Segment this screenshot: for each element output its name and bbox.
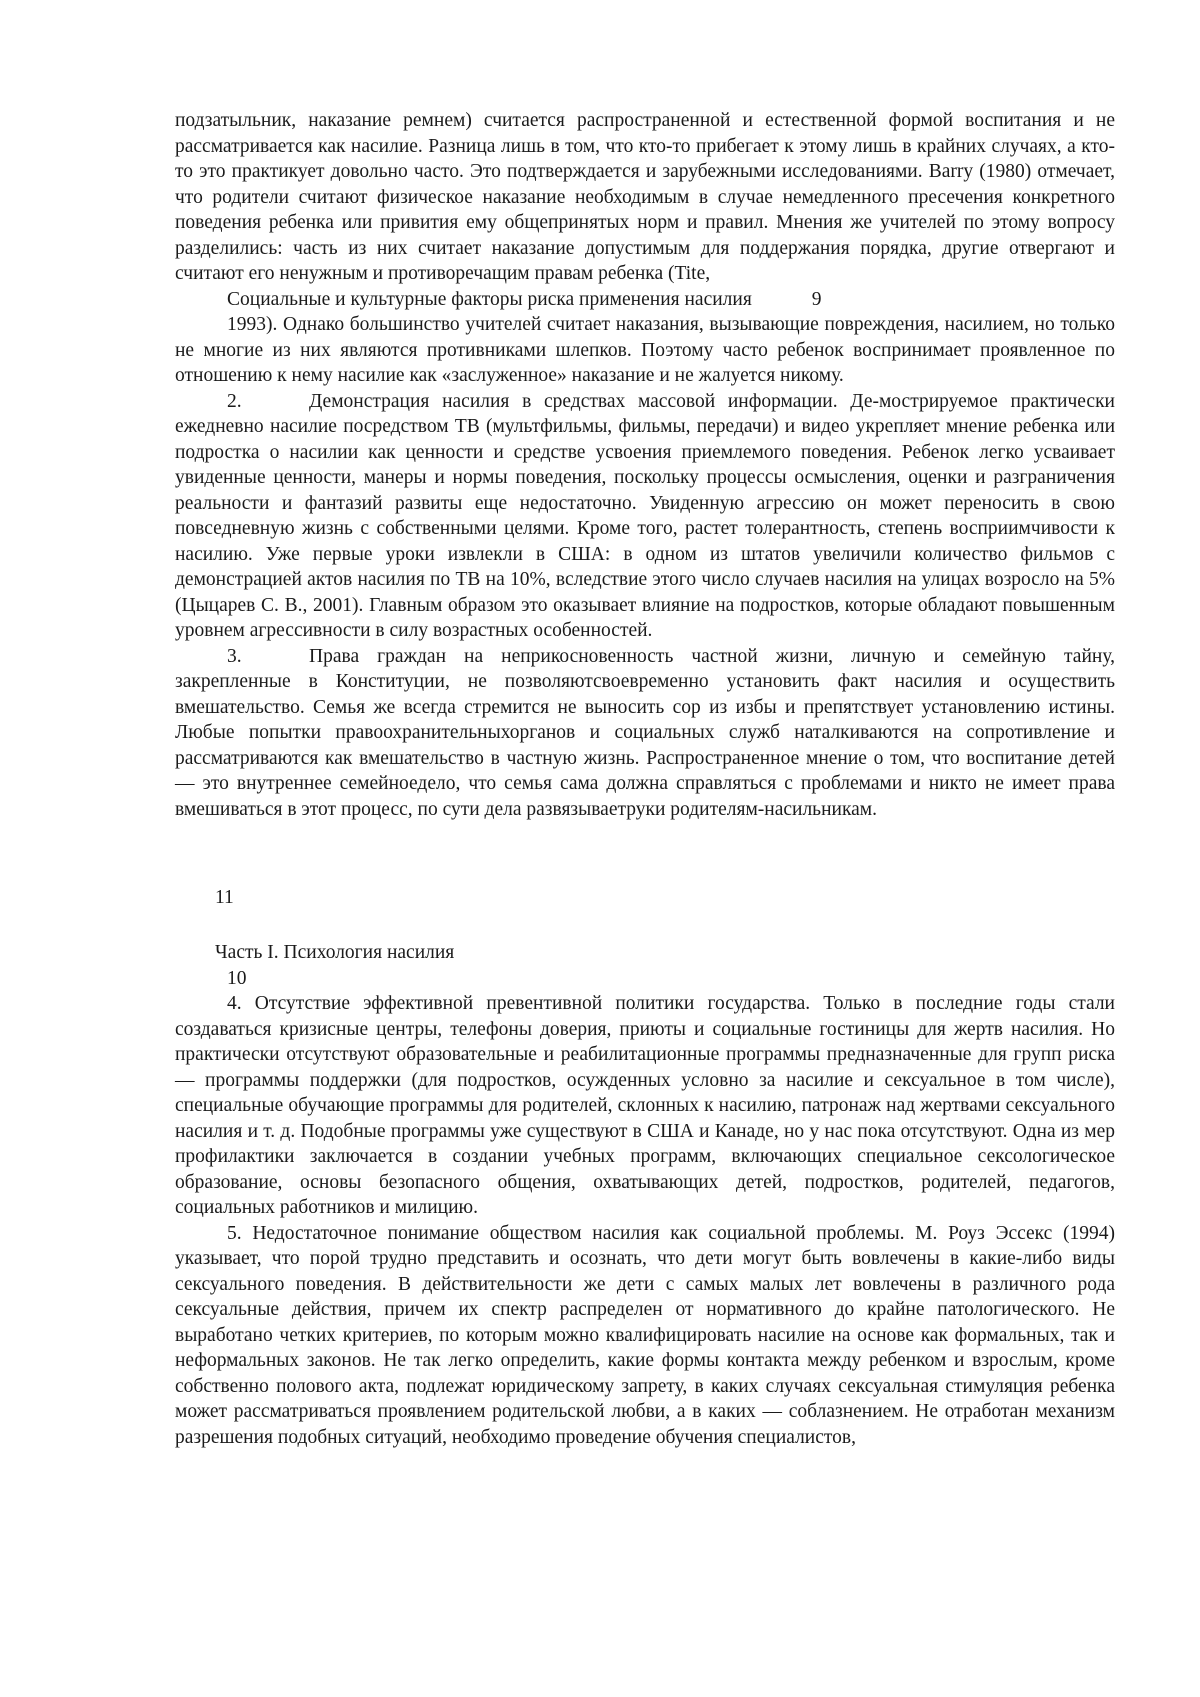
page-marker: 11	[215, 887, 234, 908]
list-item-3-text: Права граждан на неприкосновенность частной жизни, личную и семейную тайну, закрепленные в Конституции, не позволяютсвоевременно установить факт насилия и осуществить вмешательство. Семья же всегда стремится не выносить сор из избы и препятствует установлению истины. Любые попытки правоохранительныхорганов и социальных служб наталкиваются на сопротивление и рассматриваются как вмешательство в частную жизнь. Распространенное мнение о том, что воспитание детей — это внутреннее семейноедело, что семья сама должна справляться с проблемами и никто не имеет права вмешиваться в этот процесс, по сути дела развязываетруки родителям-насильникам.	[175, 645, 1115, 820]
list-item-5: 5. Недостаточное понимание обществом насилия как социальной проблемы. М. Роуз Эссекс (1994) указывает, что порой трудно представить и осознать, что дети могут быть вовлечены в какие-либо виды сексуального поведения. В действительности же дети с самых малых лет вовлечены в различного рода сексуальные действия, причем их спектр распределен от нормативного до крайне патологического. Не выработано четких критериев, по которым можно квалифицировать насилие на основе как формальных, так и неформальных законов. Не так легко определить, какие формы контакта между ребенком и взрослым, кроме собственно полового акта, подлежат юридическому запрету, в каких случаях сексуальная стимуляция ребенка может рассматриваться проявлением родительской любви, а в каких — соблазнением. Не отработан механизм разрешения подобных ситуаций, необходимо проведение обучения специалистов,	[175, 1222, 1115, 1448]
list-item-2-text: Демонстрация насилия в средствах массовой информации. Де-мострируемое практически ежедневно насилие посредством ТВ (мультфильмы, фильмы, передачи) и видео укрепляет мнение ребенка или подростка о насилии как ценности и средстве усвоения приемлемого поведения. Ребенок легко усваивает увиденные ценности, манеры и нормы поведения, поскольку процессы осмысления, оценки и разграничения реальности и фантазий развиты еще недостаточно. Увиденную агрессию он может переносить в свою повседневную жизнь с собственными целями. Кроме того, растет толерантность, степень восприимчивости к насилию. Уже первые уроки извлекли в США: в одном из штатов увеличили количество фильмов с демонстрацией актов насилия по ТВ на 10%, вследствие этого число случаев насилия на улицах возросло на 5% (Цыцарев С. В., 2001). Главным образом это оказывает влияние на подростков, которые обладают повышенным уровнем агрессивности в силу возрастных особенностей.	[175, 390, 1115, 641]
list-item-2	[175, 389, 1115, 644]
paragraph-continuation-2: 1993). Однако большинство учителей считает наказания, вызывающие повреждения, насилием, но только не многие из них являются противниками шлепков. Поэтому часто ребенок воспринимает проявленное по отношению к нему насилие как «заслуженное» наказание и не жалуется никому.	[175, 314, 1115, 386]
text-column-bottom	[175, 940, 1115, 1450]
running-header	[175, 287, 1115, 313]
running-header-page-number: 9	[811, 288, 822, 310]
list-item-4: 4. Отсутствие эффективной превентивной политики государства. Только в последние годы стали создаваться кризисные центры, телефоны доверия, приюты и социальные гостиницы для жертв насилия. Но практически отсутствуют образовательные и реабилитационные программы предназначенные для групп риска — программы поддержки (для подростков, осужденных условно за насилие и сексуальное в том числе), специальные обучающие программы для родителей, склонных к насилию, патронаж над жертвами сексуального насилия и т. д. Подобные программы уже существуют в США и Канаде, но у нас пока отсутствуют. Одна из мер профилактики заключается в создании учебных программ, включающих специальное сексологическое образование, основы безопасного общения, охватывающих детей, подростков, родителей, педагогов, социальных работников и милицию.	[175, 993, 1115, 1218]
page-marker-block	[175, 885, 1115, 911]
text-column-top	[175, 108, 1115, 822]
list-item-2-number: 2.	[227, 390, 242, 412]
list-item-3-number: 3.	[227, 645, 242, 667]
running-header-title: Социальные и культурные факторы риска применения насилия	[227, 288, 752, 310]
paragraph-continuation: подзатыльник, наказание ремнем) считается распространенной и естественной формой воспитания и не рассматривается как насилие. Разница лишь в том, что кто-то прибегает к этому лишь в крайних случаях, а кто-то это практикует довольно часто. Это подтверждается и зарубежными исследованиями. Barry (1980) отмечает, что родители считают физическое наказание необходимым в случае немедленного пресечения конкретного поведения ребенка или привития ему общепринятых норм и правил. Мнения же учителей по этому вопросу разделились: часть из них считает наказание допустимым для поддержания порядка, другие отвергают и считают его ненужным и противоречащим правам ребенка (Tite,	[175, 110, 1115, 284]
chapter-header: Часть I. Психология насилия	[215, 942, 455, 963]
chapter-page-number: 10	[227, 967, 247, 989]
list-item-3	[175, 644, 1115, 823]
